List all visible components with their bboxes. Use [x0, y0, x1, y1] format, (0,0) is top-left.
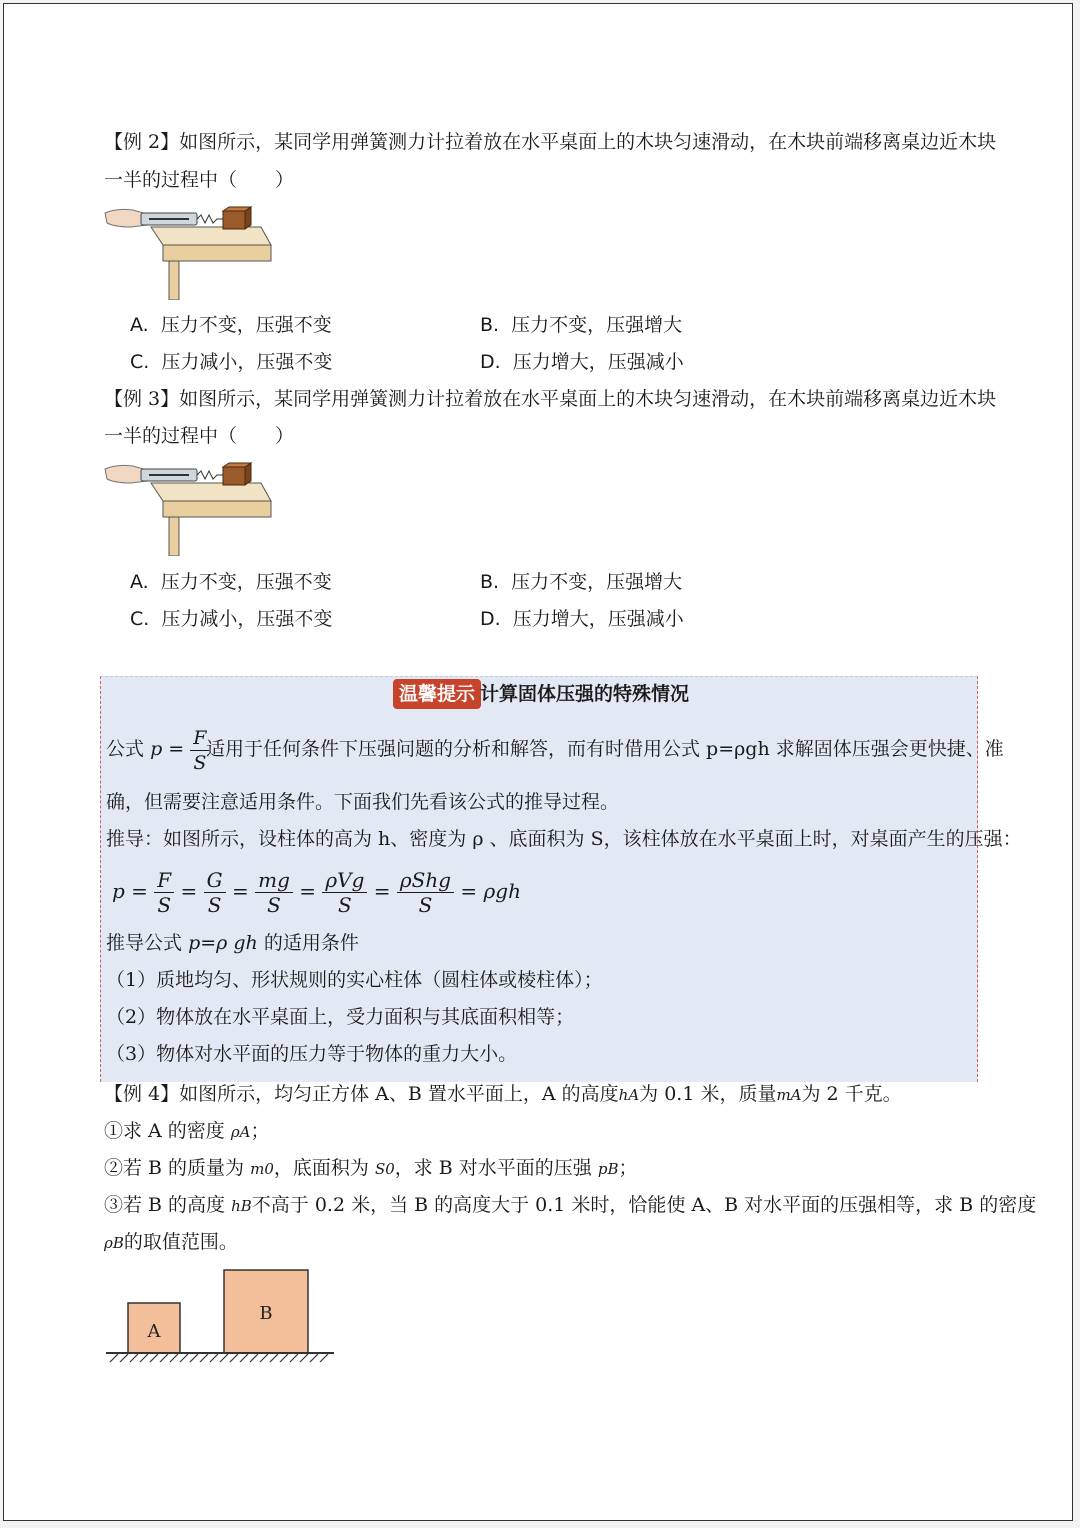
q2-b: ，底面积为: [273, 1157, 369, 1179]
option-text: 压力不变，压强增大: [511, 571, 683, 593]
q2-d: ；: [618, 1157, 638, 1179]
frac-den: S: [267, 893, 281, 917]
frac-den: S: [338, 893, 352, 917]
tip-derivation-chain: [112, 866, 521, 917]
q1-b: ；: [250, 1120, 270, 1142]
option-label: C.: [130, 351, 150, 373]
chain-eq: =: [180, 879, 198, 903]
example3-option-c[interactable]: [130, 607, 332, 631]
q3-cont-text: 的取值范围。: [123, 1231, 238, 1253]
option-text: 压力减小，压强不变: [161, 351, 333, 373]
tip-condition-2: （2）物体放在水平桌面上，受力面积与其底面积相等；: [106, 1006, 575, 1028]
option-text: 压力增大，压强减小: [512, 608, 684, 630]
fraction-denominator: S: [193, 751, 207, 774]
option-label: A.: [130, 571, 149, 593]
example2-question-line2: 一半的过程中（ ）: [104, 169, 295, 191]
chain-frac-4: [322, 868, 367, 917]
option-text: 压力不变，压强不变: [160, 314, 332, 336]
cond-title-formula: p=ρ gh: [188, 932, 258, 954]
spring-scale: [141, 469, 223, 481]
tip-condition-title: [106, 931, 359, 955]
chain-frac-3: [255, 868, 293, 917]
frac-num: ρShg: [397, 868, 454, 893]
formula-prefix: 公式: [106, 738, 145, 760]
q2-c: ，求 B 对水平面的压强: [394, 1157, 592, 1179]
q2-a: ②若 B 的质量为: [104, 1157, 245, 1179]
option-label: C.: [130, 608, 150, 630]
ground-hatch: [110, 1354, 328, 1362]
option-label: B.: [480, 314, 500, 336]
spring-scale: [141, 213, 223, 225]
option-label: A.: [130, 314, 149, 336]
block-b-label: B: [259, 1303, 273, 1324]
fraction-numerator: F: [190, 726, 209, 751]
line1-c: 为 2 千克。: [801, 1083, 902, 1105]
example4-q3: [104, 1193, 1036, 1218]
example3-figure: [103, 461, 275, 556]
frac-den: S: [207, 893, 222, 917]
chain-result: = ρgh: [460, 879, 521, 903]
tip-line2: 确，但需要注意适用条件。下面我们先看该公式的推导过程。: [106, 791, 620, 813]
example2-option-b[interactable]: [480, 313, 682, 337]
symbol-mA: mA: [776, 1086, 802, 1104]
example2-figure: [103, 205, 275, 300]
frac-num: G: [204, 868, 226, 893]
chain-frac-1: [154, 868, 174, 917]
symbol-pB: pB: [597, 1160, 619, 1178]
option-text: 压力增大，压强减小: [512, 351, 684, 373]
block-a-label: A: [147, 1321, 161, 1342]
example3-question-line2: 一半的过程中（ ）: [104, 425, 295, 447]
example3-option-d[interactable]: [480, 607, 684, 631]
symbol-rhoA: ρA: [230, 1123, 251, 1141]
example2-option-a[interactable]: [130, 313, 332, 337]
frac-den: S: [157, 893, 172, 917]
q3-a: ③若 B 的高度: [104, 1194, 226, 1216]
tip-formula-line: [106, 724, 209, 775]
chain-eq: =: [232, 879, 249, 903]
symbol-m0: m0: [250, 1160, 274, 1178]
chain-eq: =: [299, 879, 317, 903]
option-label: D.: [480, 608, 501, 630]
example2-option-d[interactable]: [480, 350, 684, 374]
option-text: 压力不变，压强不变: [160, 571, 332, 593]
example2-question-line1: 【例 2】如图所示，某同学用弹簧测力计拉着放在水平桌面上的木块匀速滑动，在木块前端移离桌边近木块: [104, 131, 997, 153]
example4-q2: [104, 1156, 638, 1181]
line1-a: 【例 4】如图所示，均匀正方体 A、B 置水平面上，A 的高度: [104, 1083, 619, 1105]
wood-block: [223, 463, 251, 485]
chain-p: p =: [112, 879, 148, 903]
tip-badge: 温馨提示: [393, 679, 481, 709]
line1-b: 为 0.1 米，质量: [639, 1083, 777, 1105]
q1-a: ①求 A 的密度: [104, 1120, 225, 1142]
chain-frac-5: [397, 868, 454, 917]
option-label: D.: [480, 351, 501, 373]
tip-condition-3: （3）物体对水平面的压力等于物体的重力大小。: [106, 1043, 518, 1065]
example4-q1: [104, 1119, 270, 1144]
example4-line1: [104, 1082, 902, 1107]
formula-p: p =: [150, 738, 185, 760]
example2-option-c[interactable]: [130, 350, 332, 374]
frac-den: S: [418, 893, 433, 917]
example3-option-a[interactable]: [130, 570, 332, 594]
table: [151, 227, 271, 300]
symbol-hA: hA: [618, 1086, 640, 1104]
example3-question-line1: 【例 3】如图所示，某同学用弹簧测力计拉着放在水平桌面上的木块匀速滑动，在木块前端移离桌边近木块: [104, 388, 997, 410]
cond-title-a: 推导公式: [106, 932, 183, 954]
symbol-hB: hB: [231, 1197, 252, 1215]
q3-b: 不高于 0.2 米，当 B 的高度大于 0.1 米时，恰能使 A、B 对水平面的压强相等，求 B 的密度: [251, 1194, 1037, 1216]
tip-line1-rest: 适用于任何条件下压强问题的分析和解答，而有时借用公式 p=ρgh 求解固体压强会更快捷、准: [206, 738, 1004, 760]
option-text: 压力不变，压强增大: [511, 314, 683, 336]
frac-num: F: [154, 868, 174, 893]
example4-q3-cont: [104, 1230, 238, 1255]
chain-eq: =: [373, 879, 391, 903]
chain-frac-2: [204, 868, 226, 917]
wood-block: [223, 207, 251, 229]
tip-condition-1: （1）质地均匀、形状规则的实心柱体（圆柱体或棱柱体）；: [106, 969, 603, 991]
frac-num: ρVg: [322, 868, 367, 893]
option-text: 压力减小，压强不变: [161, 608, 333, 630]
symbol-rhoB: ρB: [104, 1234, 124, 1252]
example3-option-b[interactable]: [480, 570, 682, 594]
cond-title-b: 的适用条件: [263, 932, 359, 954]
tip-title: 计算固体压强的特殊情况: [480, 683, 690, 705]
symbol-S0: S0: [374, 1160, 395, 1178]
option-label: B.: [480, 571, 500, 593]
example4-figure: [104, 1266, 336, 1364]
table: [151, 483, 271, 556]
frac-num: mg: [255, 868, 293, 893]
tip-derive: 推导：如图所示，设柱体的高为 h、密度为 ρ 、底面积为 S，该柱体放在水平桌面上时，对桌面产生的压强：: [106, 828, 1022, 850]
